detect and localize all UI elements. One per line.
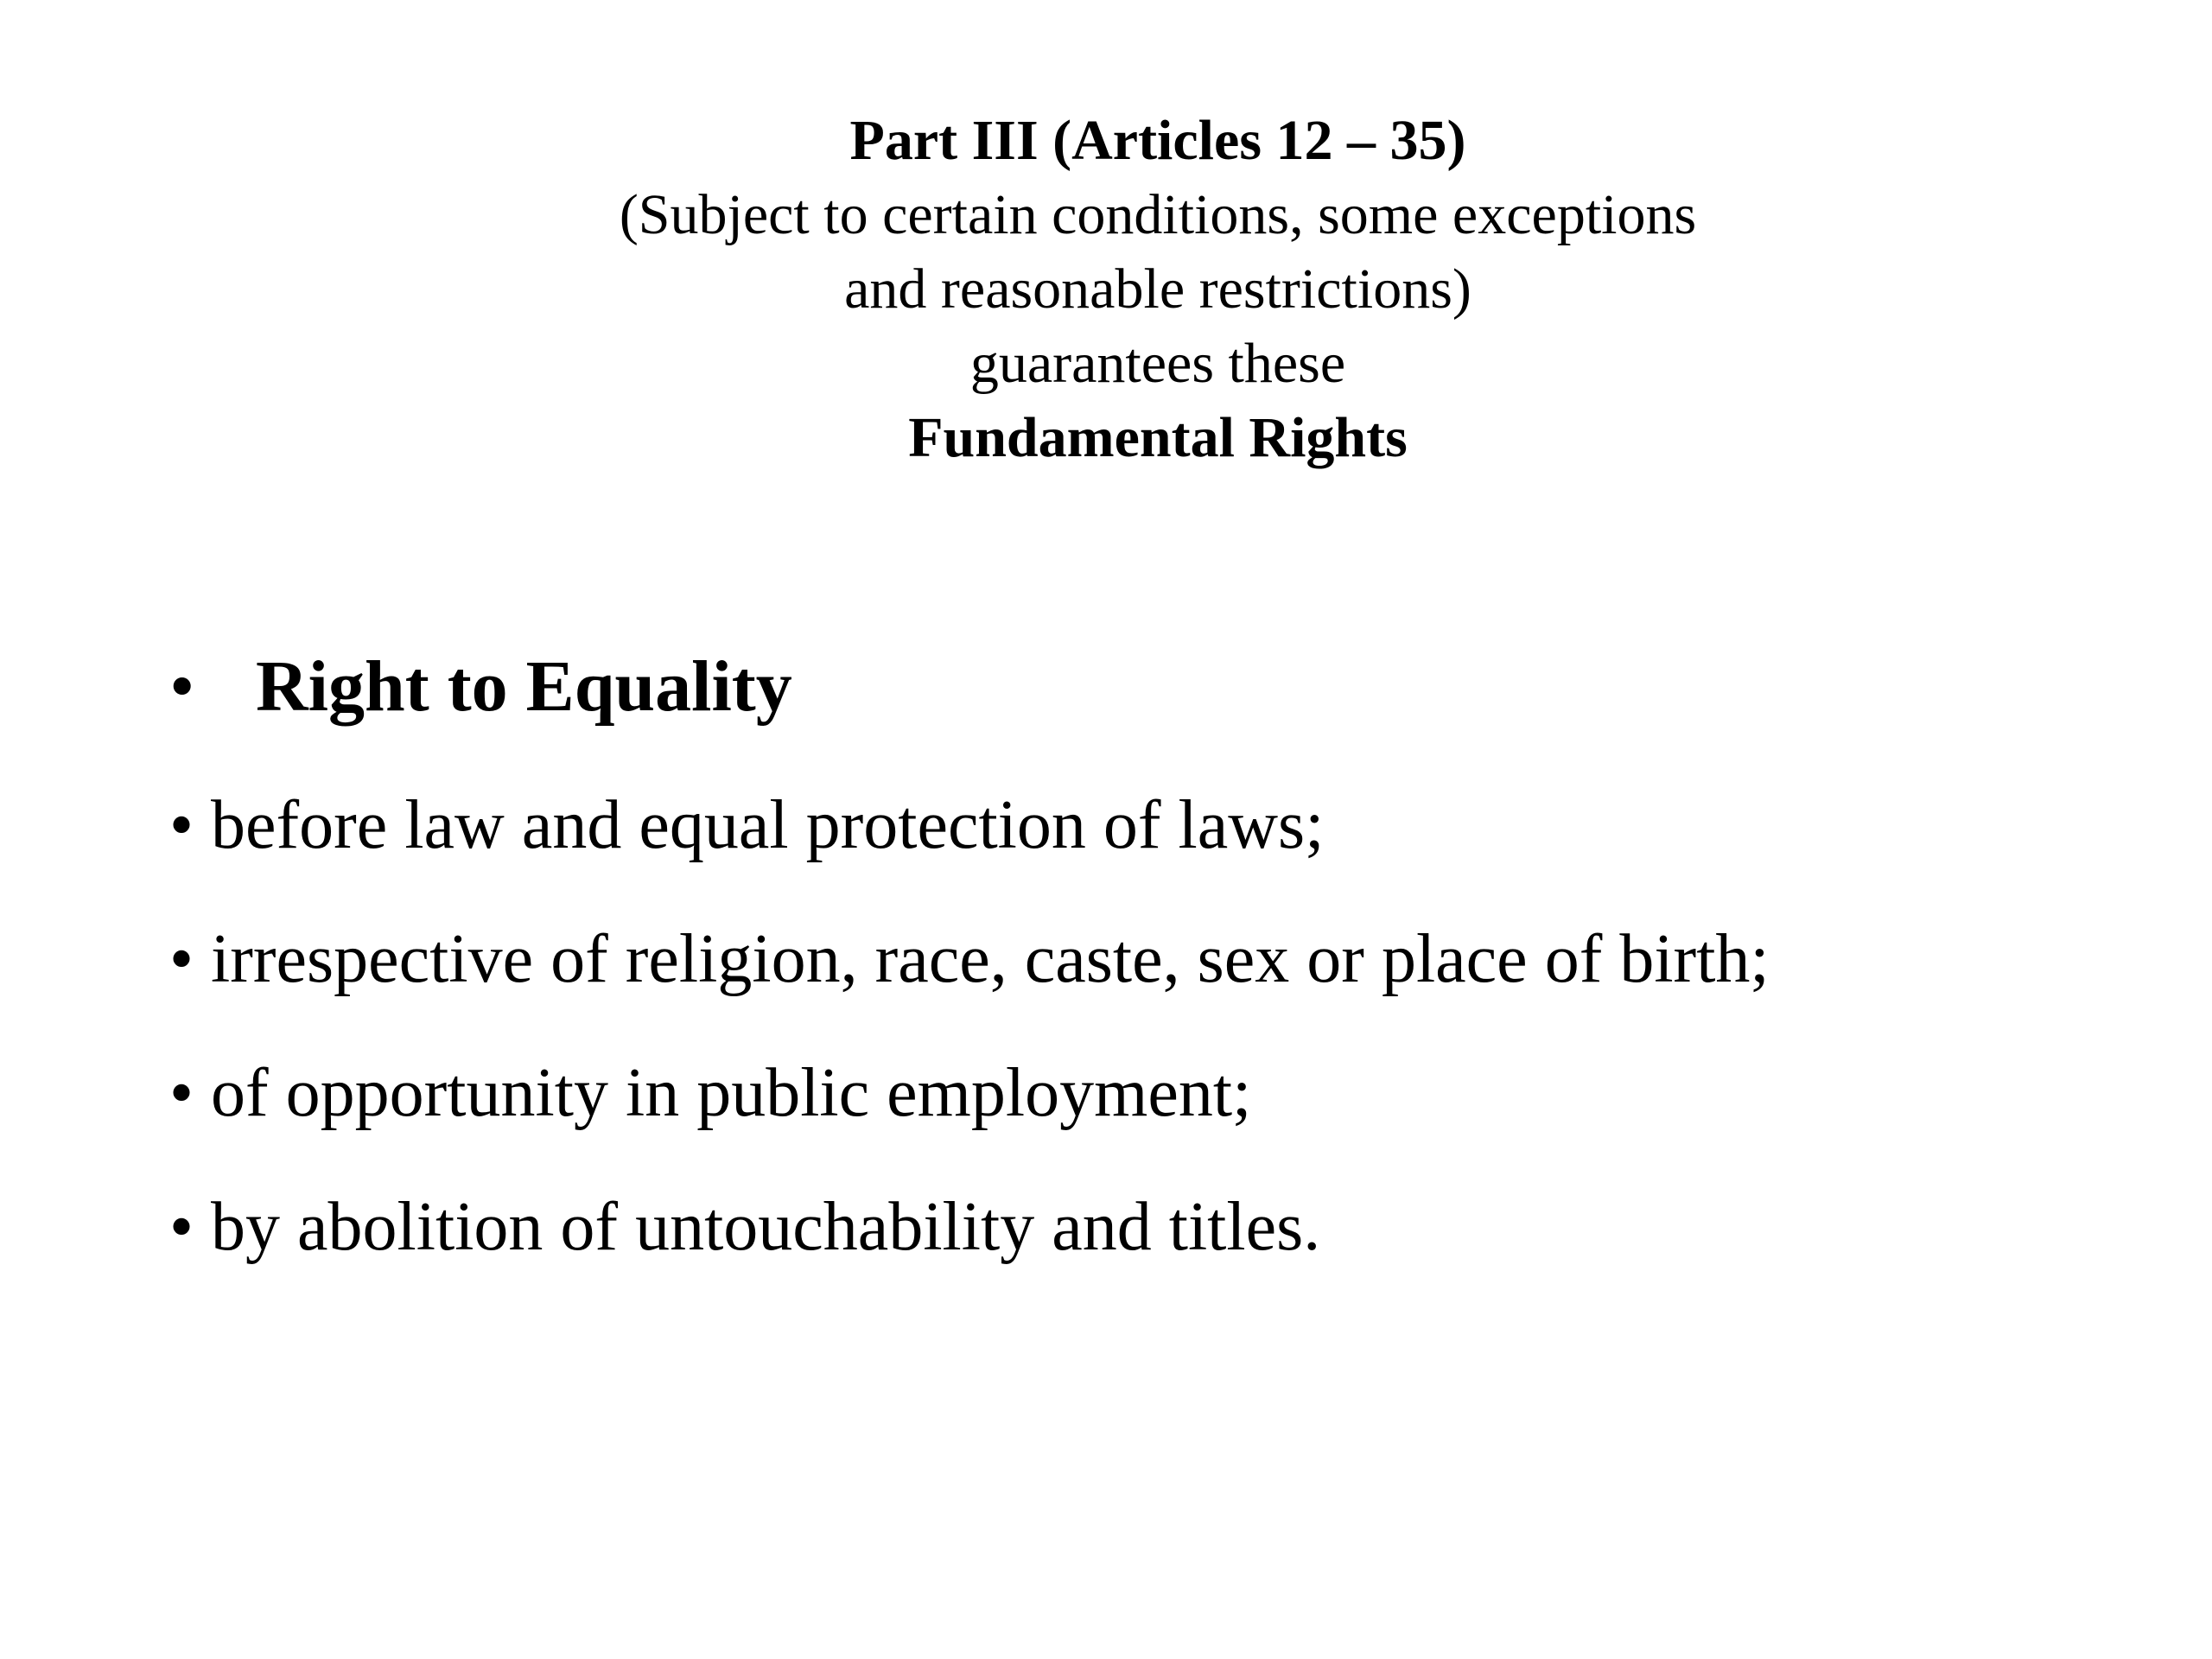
list-item [169,916,1770,1002]
list-item [169,782,1770,868]
list-item-text: of opportunity in public employment; [211,1055,1252,1131]
condition-line-1: (Subject to certain conditions, some exceptions [619,183,1697,246]
part-title: Part III (Articles 12 – 35) [849,109,1466,172]
list-item-text: irrespective of religion, race, caste, sex or place of birth; [211,921,1770,997]
rights-list [169,782,1770,1318]
guarantee-line: guarantees these [969,332,1346,395]
bullet: • [169,646,195,727]
list-item-text: before law and equal protection of laws; [211,787,1325,863]
list-item [169,1184,1770,1270]
slide-header [0,104,2212,475]
section-heading-text: Right to Equality [256,646,792,727]
bullet: • [169,1189,194,1265]
list-item [169,1050,1770,1136]
fundamental-rights-title: Fundamental Rights [908,406,1408,469]
section-heading [169,644,792,730]
list-item-text: by abolition of untouchability and titles. [211,1189,1321,1265]
condition-line-2: and reasonable restrictions) [844,257,1471,321]
bullet: • [169,921,194,997]
bullet: • [169,787,194,863]
bullet: • [169,1055,194,1131]
